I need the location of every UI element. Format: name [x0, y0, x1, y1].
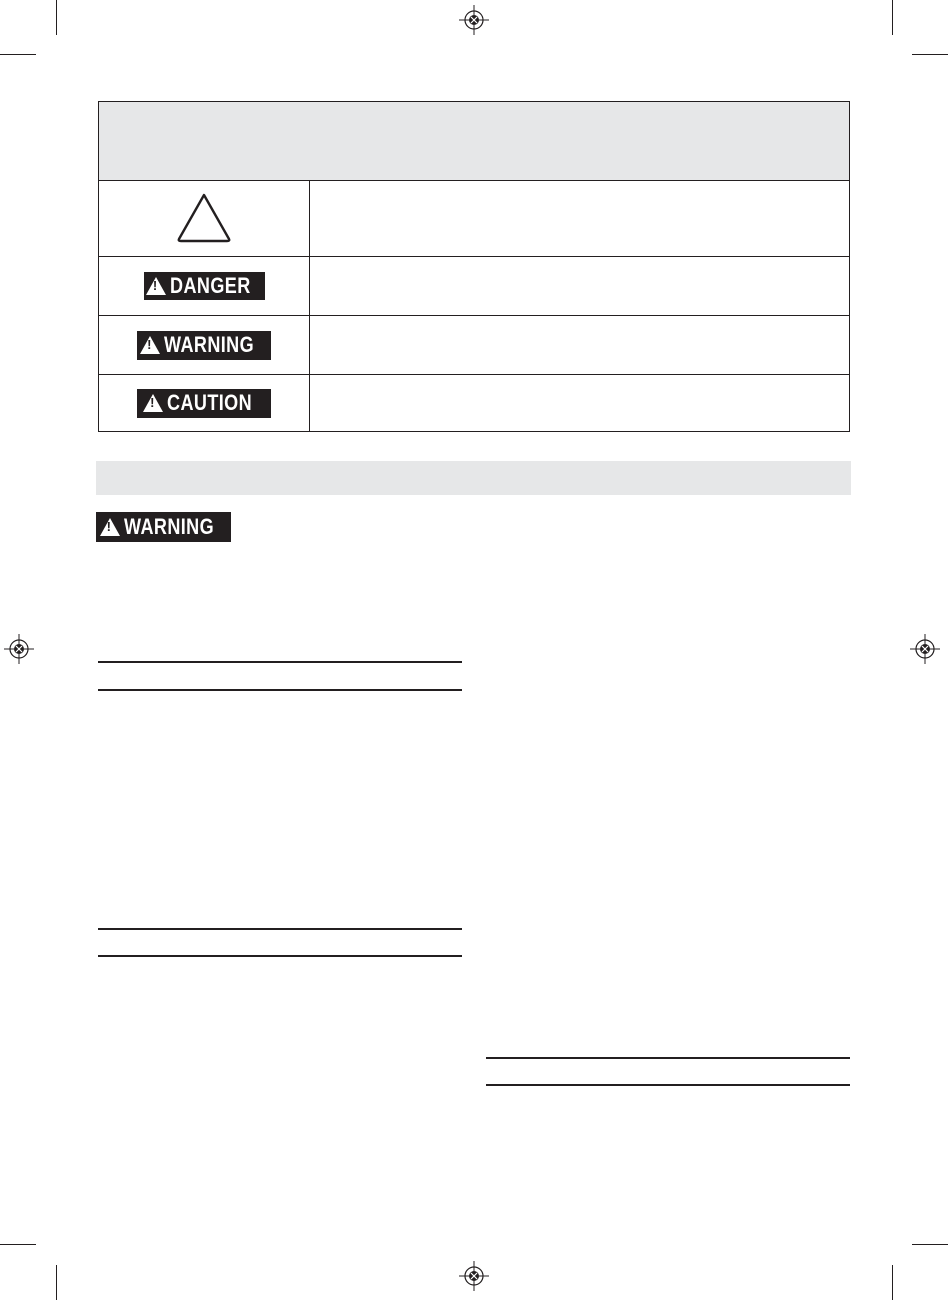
registration-mark-left-icon [4, 634, 34, 664]
caution-description [311, 375, 849, 431]
safety-row-alert-symbol [99, 180, 849, 257]
registration-mark-bottom-icon [459, 1261, 489, 1291]
symbol-cell [99, 316, 310, 374]
registration-mark-right-icon [910, 634, 940, 664]
section-heading-band [96, 461, 851, 495]
symbol-description [311, 180, 849, 256]
heading-rule-bottom [98, 955, 462, 957]
section-warning-label: ! WARNING [96, 512, 231, 542]
warning-triangle-icon [100, 518, 120, 536]
heading-rule-top [486, 1057, 850, 1059]
symbol-cell [99, 257, 310, 315]
safety-row-caution [99, 375, 849, 431]
caution-label: ! CAUTION [137, 389, 271, 418]
danger-description [311, 257, 849, 315]
warning-triangle-icon [146, 277, 166, 295]
safety-row-warning [99, 316, 849, 375]
heading-rule-top [98, 661, 462, 663]
heading-rule-top [98, 928, 462, 930]
warning-triangle-icon [143, 394, 163, 412]
registration-mark-top-icon [459, 5, 489, 35]
heading-rule-bottom [486, 1084, 850, 1086]
symbol-cell [99, 180, 310, 256]
safety-row-danger [99, 257, 849, 316]
safety-symbols-table [98, 101, 850, 432]
warning-description [311, 316, 849, 374]
warning-triangle-icon [140, 336, 160, 354]
danger-label: ! DANGER [144, 272, 265, 300]
symbol-cell [99, 375, 310, 431]
safety-alert-triangle-icon [176, 192, 232, 244]
warning-label: ! WARNING [137, 331, 271, 360]
heading-rule-bottom [98, 689, 462, 691]
safety-symbols-header [99, 102, 849, 181]
